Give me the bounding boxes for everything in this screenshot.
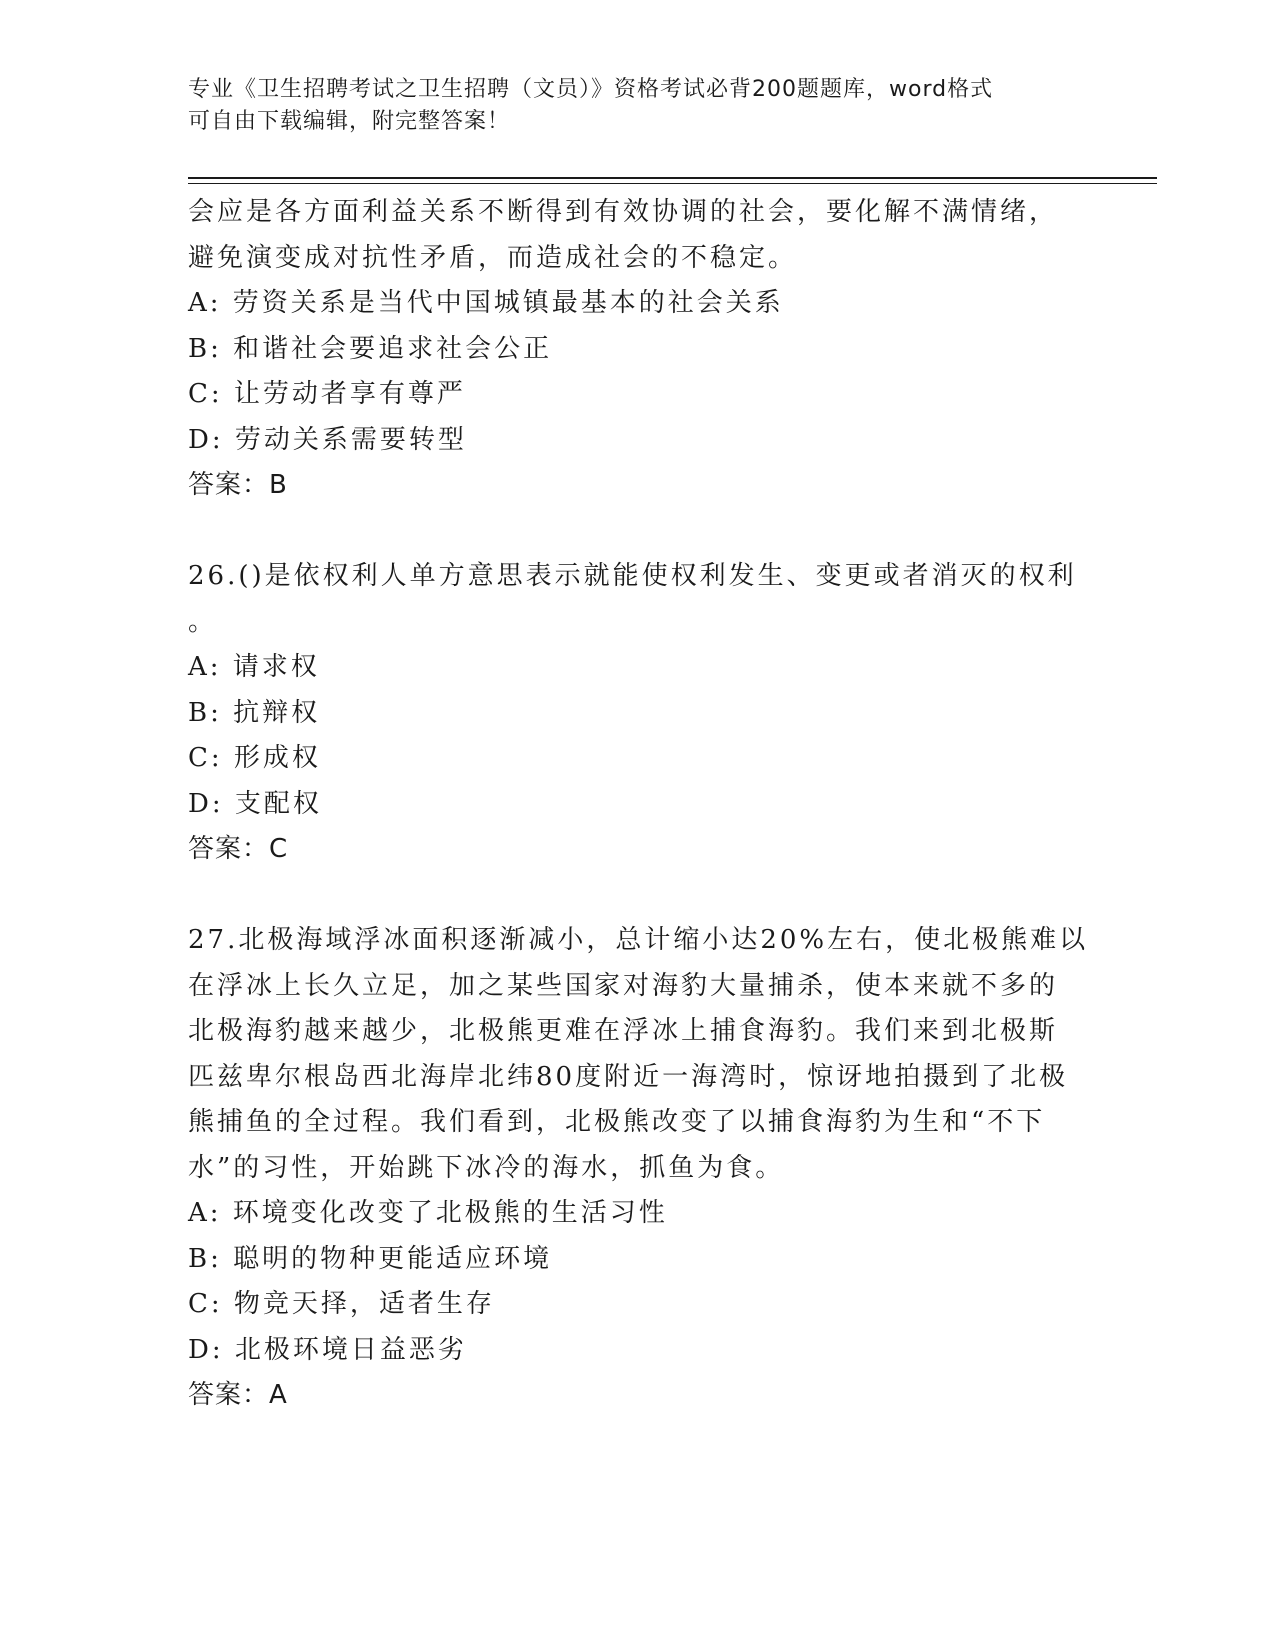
- question-25: [188, 190, 1088, 509]
- option-a: A: 环境变化改变了北极熊的生活习性: [188, 1198, 668, 1228]
- header-divider-thin: [188, 183, 1157, 184]
- option-c: C: 形成权: [188, 743, 321, 773]
- spacer: [188, 873, 1088, 919]
- spacer: [188, 509, 1088, 555]
- option-b: B: 抗辩权: [188, 697, 321, 728]
- question-text-line: 会应是各方面利益关系不断得到有效协调的社会，要化解不满情绪，: [188, 197, 1059, 227]
- question-text-line: 水”的习性，开始跳下冰冷的海水，抓鱼为食。: [188, 1152, 785, 1183]
- question-text-line: 在浮冰上长久立足，加之某些国家对海豹大量捕杀，使本来就不多的: [188, 970, 1059, 1001]
- answer-line: 答案：B: [188, 470, 288, 500]
- header-line-1: 专业《卫生招聘考试之卫生招聘（文员）》资格考试必背200题题库，word格式: [188, 77, 994, 102]
- option-a: A: 劳资关系是当代中国城镇最基本的社会关系: [188, 288, 784, 318]
- option-a: A: 请求权: [188, 652, 320, 682]
- header-divider-thick: [188, 177, 1157, 179]
- question-text-line: 熊捕鱼的全过程。我们看到，北极熊改变了以捕食海豹为生和“不下: [188, 1107, 1046, 1137]
- document-body: [188, 190, 1088, 1419]
- option-b: B: 聪明的物种更能适应环境: [188, 1243, 553, 1274]
- question-26: [188, 554, 1088, 873]
- question-text-line: 北极海豹越来越少，北极熊更难在浮冰上捕食海豹。我们来到北极斯: [188, 1016, 1059, 1046]
- question-text-line: 27.北极海域浮冰面积逐渐减小，总计缩小达20%左右，使北极熊难以: [188, 925, 1089, 955]
- document-header: [188, 74, 1088, 138]
- option-d: D: 支配权: [188, 788, 322, 819]
- option-b: B: 和谐社会要追求社会公正: [188, 333, 553, 364]
- option-c: C: 物竞天择，适者生存: [188, 1289, 495, 1319]
- option-d: D: 北极环境日益恶劣: [188, 1334, 467, 1365]
- header-line-2: 可自由下载编辑，附完整答案！: [188, 109, 511, 134]
- option-d: D: 劳动关系需要转型: [188, 424, 467, 455]
- option-c: C: 让劳动者享有尊严: [188, 379, 466, 409]
- question-text-line: 匹兹卑尔根岛西北海岸北纬80度附近一海湾时，惊讶地拍摄到了北极: [188, 1061, 1069, 1092]
- question-27: [188, 918, 1088, 1419]
- question-text-line: 避免演变成对抗性矛盾，而造成社会的不稳定。: [188, 242, 798, 273]
- question-text-line: 26.()是依权利人单方意思表示就能使权利发生、变更或者消灭的权利: [188, 561, 1077, 591]
- question-text-line: 。: [188, 606, 218, 637]
- answer-line: 答案：A: [188, 1380, 288, 1410]
- answer-line: 答案：C: [188, 834, 289, 864]
